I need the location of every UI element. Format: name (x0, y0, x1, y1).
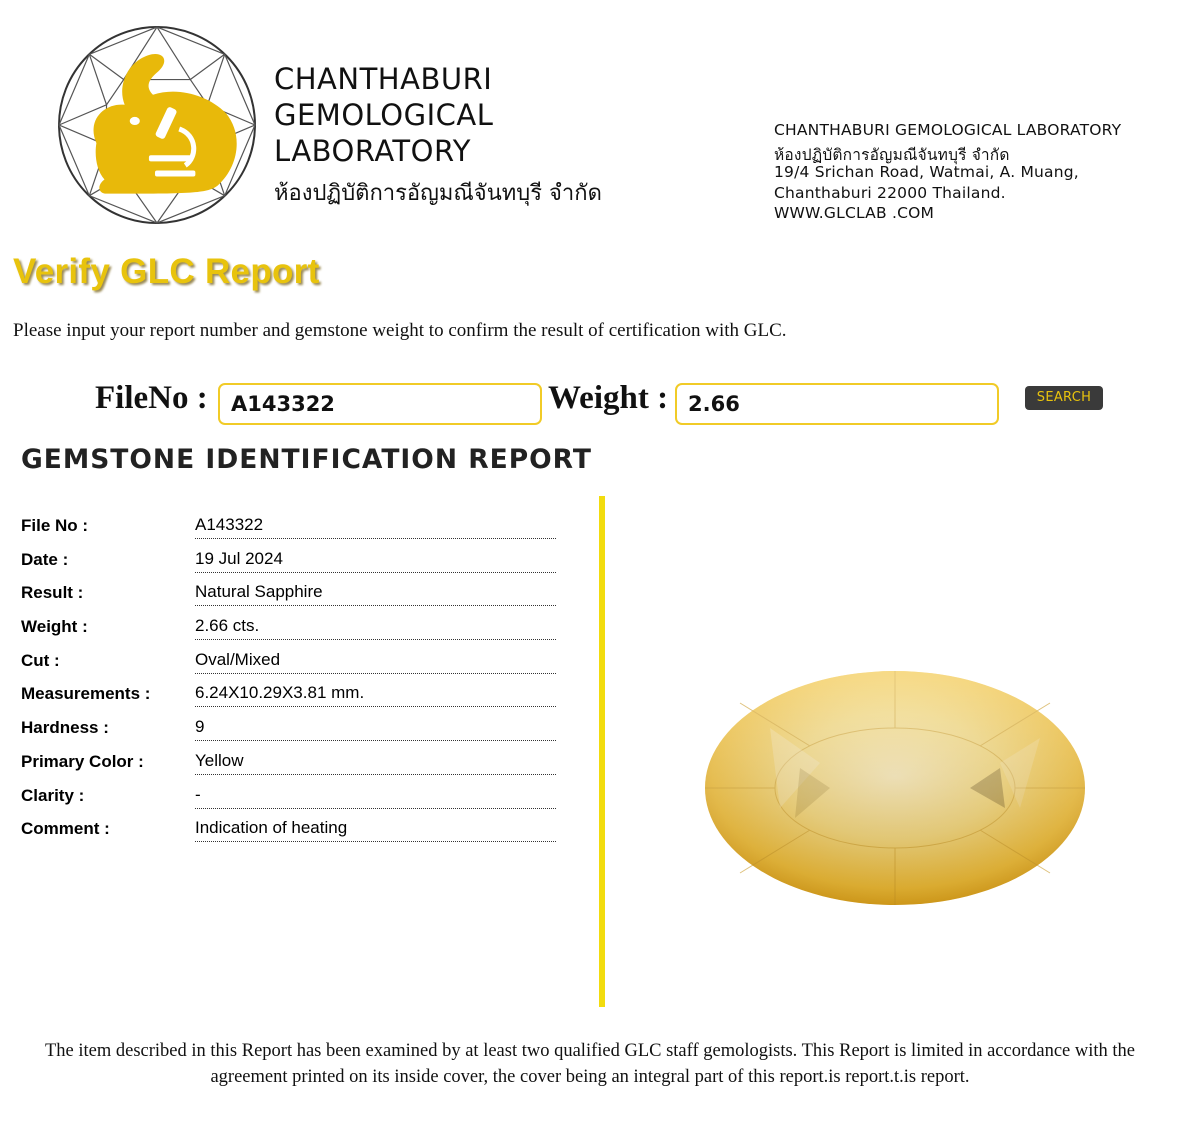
row-value: 6.24X10.29X3.81 mm. (195, 683, 556, 707)
report-row-date (21, 543, 557, 577)
weight-input[interactable] (675, 383, 999, 425)
report-row-cut (21, 644, 557, 678)
vertical-divider (599, 496, 605, 1007)
address-line-1: CHANTHABURI GEMOLOGICAL LABORATORY (774, 121, 1122, 139)
row-value: Oval/Mixed (195, 650, 556, 674)
row-value: 19 Jul 2024 (195, 549, 556, 573)
row-label: Date : (21, 549, 69, 569)
disclaimer-text: The item described in this Report has been examined by at least two qualified GLC staff gemologists. This Report is limited in accordance with the agreement printed on its inside cover, the cover being an integral part of this report.is report.t.is report. (44, 1041, 1136, 1087)
report-row-file-no (21, 509, 557, 543)
row-value: A143322 (195, 515, 556, 539)
brand-name-line-3: LABORATORY (274, 134, 471, 168)
weight-label: Weight : (548, 380, 669, 416)
row-label: Clarity : (21, 785, 85, 805)
brand-name-thai: ห้องปฏิบัติการอัญมณีจันทบุรี จำกัด (274, 181, 602, 206)
address-line-3: 19/4 Srichan Road, Watmai, A. Muang, (774, 163, 1079, 181)
row-label: Hardness : (21, 718, 109, 738)
report-row-clarity (21, 779, 557, 813)
address-website: WWW.GLCLAB .COM (774, 204, 935, 222)
report-row-comment (21, 812, 557, 846)
row-label: Primary Color : (21, 751, 144, 771)
address-line-2: ห้องปฏิบัติการอัญมณีจันทบุรี จำกัด (774, 146, 1010, 164)
page-title: Verify GLC Report (13, 252, 320, 291)
row-label: File No : (21, 516, 89, 535)
report-row-hardness (21, 711, 557, 745)
report-row-weight (21, 610, 557, 644)
row-value: 2.66 cts. (195, 616, 556, 640)
instructions-text: Please input your report number and gemstone weight to confirm the result of certification with GLC. (13, 320, 787, 341)
brand-name-line-2: GEMOLOGICAL (274, 98, 494, 132)
address-line-4: Chanthaburi 22000 Thailand. (774, 184, 1006, 202)
report-table (21, 509, 557, 846)
row-value: Natural Sapphire (195, 582, 556, 606)
report-row-measurements (21, 677, 557, 711)
search-button[interactable]: SEARCH (1025, 386, 1103, 410)
row-label: Cut : (21, 650, 60, 670)
row-value: - (195, 785, 556, 809)
report-row-primary-color (21, 745, 557, 779)
row-value: Yellow (195, 751, 556, 775)
fileno-label: FileNo : (95, 380, 208, 416)
report-row-result (21, 576, 557, 610)
glc-logo (56, 24, 258, 226)
row-label: Measurements : (21, 684, 151, 704)
row-value: Indication of heating (195, 818, 556, 842)
brand-name-line-1: CHANTHABURI (274, 62, 493, 96)
gemstone-photo (700, 668, 1090, 908)
report-title: GEMSTONE IDENTIFICATION REPORT (21, 444, 592, 475)
row-label: Result : (21, 583, 84, 603)
fileno-input[interactable] (218, 383, 542, 425)
row-label: Weight : (21, 617, 88, 637)
row-label: Comment : (21, 819, 110, 839)
row-value: 9 (195, 717, 556, 741)
